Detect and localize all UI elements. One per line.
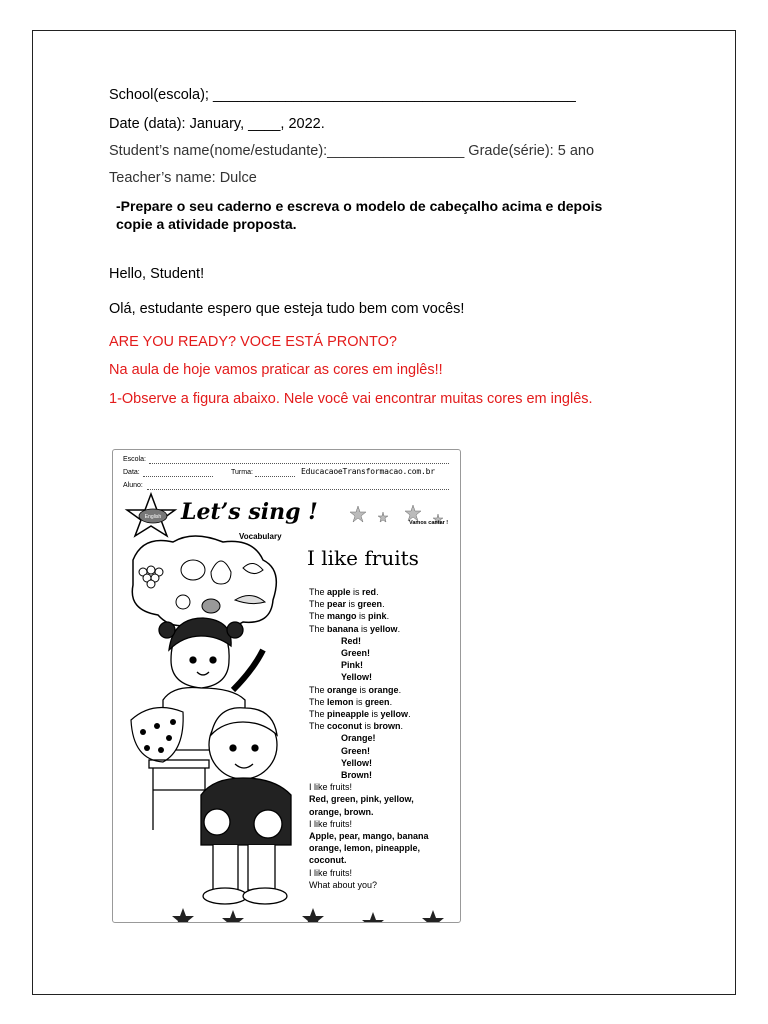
- chair-icon: [149, 760, 209, 830]
- chorus-line: Yellow!: [341, 672, 373, 683]
- teacher-line: Teacher’s name: Dulce: [109, 170, 257, 186]
- lyric-line: The mango is pink.: [309, 611, 390, 622]
- ws-turma-label: Turma:: [231, 469, 253, 476]
- lyric-line: What about you?: [309, 879, 378, 890]
- lyric-line: Apple, pear, mango, banana: [309, 831, 429, 842]
- ws-brand: EducacaoeTransformacao.com.br: [301, 467, 435, 476]
- chorus-line: Brown!: [341, 770, 372, 781]
- lyric-line: I like fruits!: [309, 867, 353, 878]
- lyric-line: The pear is green.: [309, 599, 385, 610]
- lyric-line: The apple is red.: [309, 587, 379, 597]
- ws-banner-title: Let’s sing !: [181, 499, 318, 525]
- chorus-line: Pink!: [341, 660, 364, 671]
- lyric-line: The lemon is green.: [309, 696, 393, 707]
- lyric-line: The orange is orange.: [309, 684, 402, 695]
- student-line: Student’s name(nome/estudante):_________________ Grade(série): 5 ano: [109, 143, 595, 159]
- date-line: Date (data): January, ____, 2022.: [109, 116, 325, 132]
- ws-vocabulary-label: Vocabulary: [239, 532, 282, 541]
- song-worksheet-image: [112, 449, 461, 923]
- bottom-stars-icon: [172, 908, 444, 923]
- ola-text: Olá, estudante espero que esteja tudo bem com vocês!: [109, 301, 465, 317]
- ws-song-title: I like fruits: [307, 546, 419, 570]
- hello-text: Hello, Student!: [109, 266, 205, 282]
- today-prompt: Na aula de hoje vamos praticar as cores em inglês!!: [109, 362, 443, 378]
- lyric-line: Red, green, pink, yellow,: [309, 794, 414, 805]
- chorus-line: Green!: [341, 745, 371, 756]
- lyric-line: I like fruits!: [309, 818, 353, 829]
- ws-escola-label: Escola:: [123, 456, 146, 463]
- lyric-line: The banana is yellow.: [309, 623, 401, 634]
- chorus-line: Green!: [341, 648, 371, 659]
- instruction-line-1: -Prepare o seu caderno e escreva o modelo de cabeçalho acima e depois: [116, 198, 603, 214]
- ready-prompt: ARE YOU READY? VOCE ESTÁ PRONTO?: [109, 334, 397, 350]
- ws-lyrics: [309, 586, 429, 891]
- star-badge-icon: [127, 494, 175, 536]
- ws-aluno-label: Aluno:: [123, 482, 143, 489]
- lyric-line: I like fruits!: [309, 782, 353, 793]
- observe-prompt: 1-Observe a figura abaixo. Nele você vai encontrar muitas cores em inglês.: [109, 391, 593, 407]
- lyric-line: The pineapple is yellow.: [309, 709, 411, 720]
- instruction-line-2: copie a atividade proposta.: [116, 216, 297, 232]
- chorus-line: Yellow!: [341, 757, 373, 768]
- boy-illustration-icon: [201, 708, 291, 904]
- lyric-line: orange, brown.: [309, 806, 374, 817]
- curtain-icon: [131, 708, 183, 763]
- ws-vamos-cantar: Vamos cantar !: [409, 520, 449, 526]
- ws-data-label: Data:: [123, 469, 140, 476]
- chorus-line: Orange!: [341, 733, 376, 744]
- school-line: School(escola); _____________________________________________: [109, 87, 576, 103]
- chorus-line: Red!: [341, 635, 361, 646]
- ws-badge-text: English: [144, 514, 162, 520]
- lyric-line: orange, lemon, pineapple,: [309, 843, 421, 854]
- lyric-line: coconut.: [309, 855, 347, 866]
- lyric-line: The coconut is brown.: [309, 721, 404, 732]
